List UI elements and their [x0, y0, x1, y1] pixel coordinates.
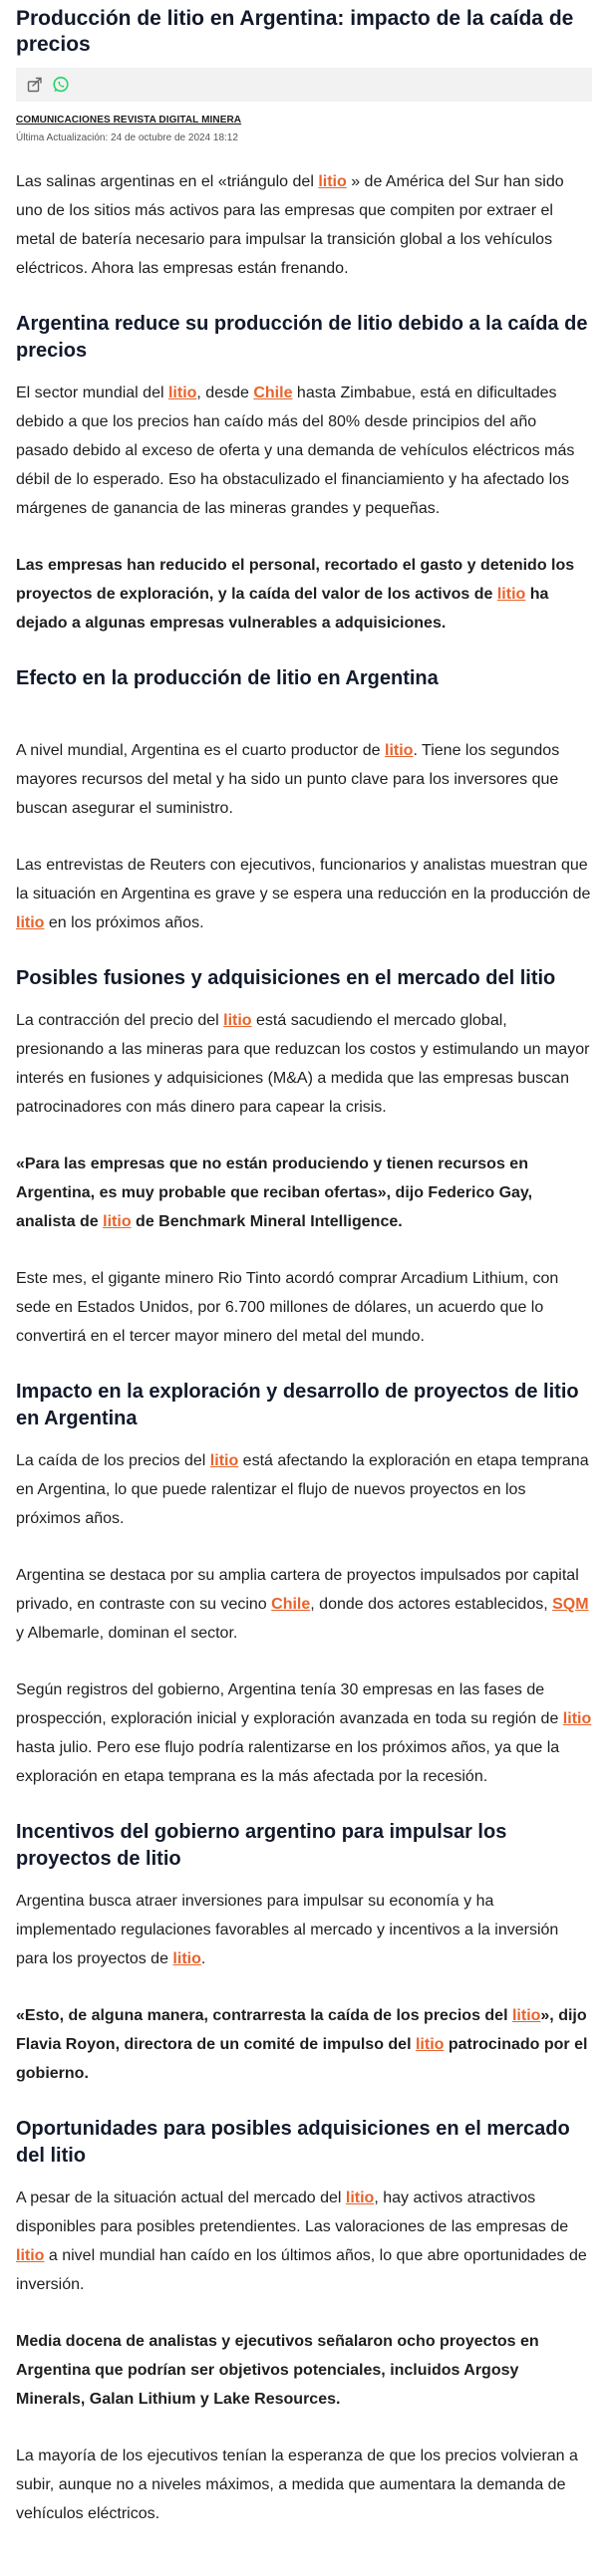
sqm-link[interactable]: SQM: [552, 1596, 589, 1613]
litio-link[interactable]: litio: [496, 586, 526, 603]
paragraph-15: Media docena de analistas y ejecutivos señalaron ocho proyectos en Argentina que podrían ser objetivos potenciales, incluidos Argosy Minerals, Galan Lithium y Lake Resources.: [16, 2333, 539, 2408]
litio-link[interactable]: litio: [562, 1710, 592, 1727]
paragraph-12: Argentina busca atraer inversiones para impulsar su economía y ha implementado regulaciones favorables al mercado y incentivos a la inversión para los proyectos de litio.: [16, 1893, 559, 1967]
litio-link[interactable]: litio: [345, 2190, 375, 2206]
share-bar: [16, 68, 592, 102]
litio-link[interactable]: litio: [318, 173, 347, 190]
litio-link[interactable]: litio: [209, 1452, 239, 1469]
author-link[interactable]: COMUNICACIONES REVISTA DIGITAL MINERA: [16, 115, 242, 126]
article-body: [16, 167, 592, 2528]
heading-production: Argentina reduce su producción de litio debido a la caída de precios: [16, 313, 588, 362]
paragraph-9: La caída de los precios del litio está afectando la exploración en etapa temprana en Argentina, lo que puede ralentizar el flujo de nuevos proyectos en los próximos años.: [16, 1452, 589, 1527]
paragraph-13-quote: «Esto, de alguna manera, contrarresta la caída de los precios del litio», dijo Flavia Royon, directora de un comité de impulso del litio patrocinado por el gobierno.: [16, 2007, 588, 2082]
article-title: Producción de litio en Argentina: impacto de la caída de precios: [16, 7, 574, 56]
paragraph-11: Según registros del gobierno, Argentina tenía 30 empresas en las fases de prospección, exploración inicial y exploración avanzada en toda su región de litio hasta julio. Pero ese flujo podría ralentizarse en los próximos años, ya que la exploración en etapa temprana es la más afectada por la recesión.: [16, 1681, 592, 1785]
paragraph-6: La contracción del precio del litio está sacudiendo el mercado global, presionando a las mineras para que reduzcan los costos y estimulando un mayor interés en fusiones y adquisiciones (M&A) a medida que las empresas buscan patrocinadores con más dinero para capear la crisis.: [16, 1012, 590, 1116]
paragraph-8: Este mes, el gigante minero Rio Tinto acordó comprar Arcadium Lithium, con sede en Estados Unidos, por 6.700 millones de dólares, un acuerdo que lo convertirá en el tercer mayor minero del metal del mundo.: [16, 1270, 559, 1345]
litio-link[interactable]: litio: [172, 1950, 201, 1967]
heading-mergers: Posibles fusiones y adquisiciones en el mercado del litio: [16, 967, 556, 989]
litio-link[interactable]: litio: [223, 1012, 252, 1029]
last-updated: Última Actualización: 24 de octubre de 2024 18:12: [16, 132, 238, 143]
heading-exploration: Impacto en la exploración y desarrollo de proyectos de litio en Argentina: [16, 1381, 579, 1429]
litio-link[interactable]: litio: [415, 2036, 445, 2053]
whatsapp-icon[interactable]: [52, 76, 70, 94]
litio-link[interactable]: litio: [385, 742, 414, 759]
heading-incentives: Incentivos del gobierno argentino para impulsar los proyectos de litio: [16, 1821, 507, 1870]
heading-effect: Efecto en la producción de litio en Argentina: [16, 667, 439, 689]
paragraph-2: El sector mundial del litio, desde Chile hasta Zimbabue, está en dificultades debido a que los precios han caído más del 80% desde principios del año pasado debido al exceso de oferta y una demanda de vehículos eléctricos más débil de lo esperado. Eso ha obstaculizado el financiamiento y ha afectado los márgenes de ganancia de las mineras grandes y pequeñas.: [16, 385, 575, 517]
litio-link[interactable]: litio: [167, 385, 197, 401]
paragraph-10: Argentina se destaca por su amplia cartera de proyectos impulsados por capital privado, en contraste con su vecino Chile, donde dos actores establecidos, SQM y Albemarle, dominan el sector.: [16, 1567, 589, 1642]
share-icon[interactable]: [26, 76, 44, 94]
litio-link[interactable]: litio: [16, 2247, 45, 2264]
chile-link[interactable]: Chile: [271, 1596, 311, 1613]
paragraph-3: Las empresas han reducido el personal, recortado el gasto y detenido los proyectos de exploración, y la caída del valor de los activos de litio ha dejado a algunas empresas vulnerables a adquisiciones.: [16, 557, 575, 632]
litio-link[interactable]: litio: [511, 2007, 541, 2024]
chile-link[interactable]: Chile: [253, 385, 293, 401]
litio-link[interactable]: litio: [16, 914, 45, 931]
litio-link[interactable]: litio: [103, 1213, 132, 1230]
heading-opportunities: Oportunidades para posibles adquisiciones en el mercado del litio: [16, 2118, 570, 2167]
paragraph-14: A pesar de la situación actual del mercado del litio, hay activos atractivos disponibles para posibles pretendientes. Las valoraciones de las empresas de litio a nivel mundial han caído en los últimos años, lo que abre oportunidades de inversión.: [16, 2190, 587, 2293]
paragraph-16: La mayoría de los ejecutivos tenían la esperanza de que los precios volvieran a subir, aunque no a niveles máximos, a medida que aumentara la demanda de vehículos eléctricos.: [16, 2447, 578, 2522]
paragraph-1: Las salinas argentinas en el «triángulo del litio » de América del Sur han sido uno de los sitios más activos para las empresas que compiten por extraer el metal de batería necesario para impulsar la transición global a los vehículos eléctricos. Ahora las empresas están frenando.: [16, 173, 564, 277]
byline: [16, 114, 592, 145]
paragraph-4: A nivel mundial, Argentina es el cuarto productor de litio. Tiene los segundos mayores recursos del metal y ha sido un punto clave para los inversores que buscan asegurar el suministro.: [16, 742, 560, 817]
paragraph-5: Las entrevistas de Reuters con ejecutivos, funcionarios y analistas muestran que la situación en Argentina es grave y se espera una reducción en la producción de litio en los próximos años.: [16, 857, 591, 931]
paragraph-7-quote: «Para las empresas que no están produciendo y tienen recursos en Argentina, es muy probable que reciban ofertas», dijo Federico Gay, analista de litio de Benchmark Mineral Intelligence.: [16, 1156, 533, 1230]
